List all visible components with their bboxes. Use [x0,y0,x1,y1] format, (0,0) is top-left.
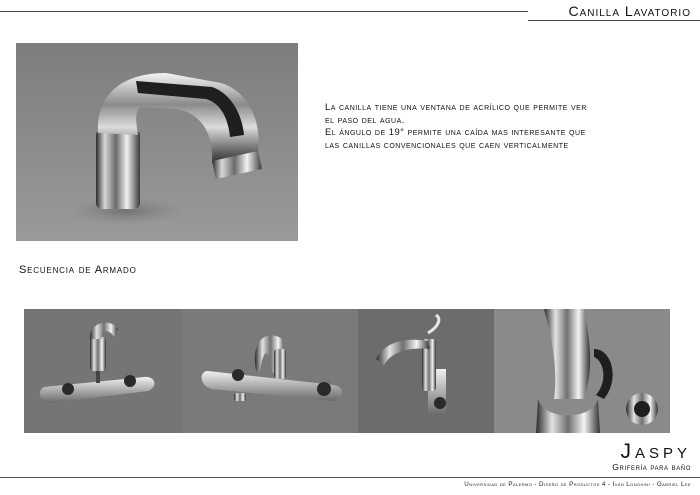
title-underline [528,20,700,21]
description-line: El ángulo de 19° permite una caída mas interesante que [325,126,586,138]
description-line: La canilla tiene una ventana de acrílico que permite ver [325,101,587,112]
sequence-title: Secuencia de Armado [19,264,137,276]
top-rule [0,11,528,12]
page-title: Canilla Lavatorio [568,3,691,19]
brand-name: Jaspy [620,440,691,463]
description-line: las canillas convencionales que caen verticalmente [325,139,569,151]
assembly-step-4 [494,309,670,433]
brand-tagline: Grifería para baño [612,462,691,472]
faucet-render-image [16,43,298,241]
bottom-rule [0,477,700,478]
assembly-sequence-images [24,309,670,433]
assembly-step-3 [358,309,494,433]
assembly-step-2 [181,309,358,433]
description-text [325,101,675,152]
description-line: el paso del agua. [325,113,405,125]
assembly-step-1 [24,309,181,433]
footer-credits: Universidad de Palermo - Diseño de Productos 4 - Iván Longhini - Gabriel Lee [464,481,691,488]
